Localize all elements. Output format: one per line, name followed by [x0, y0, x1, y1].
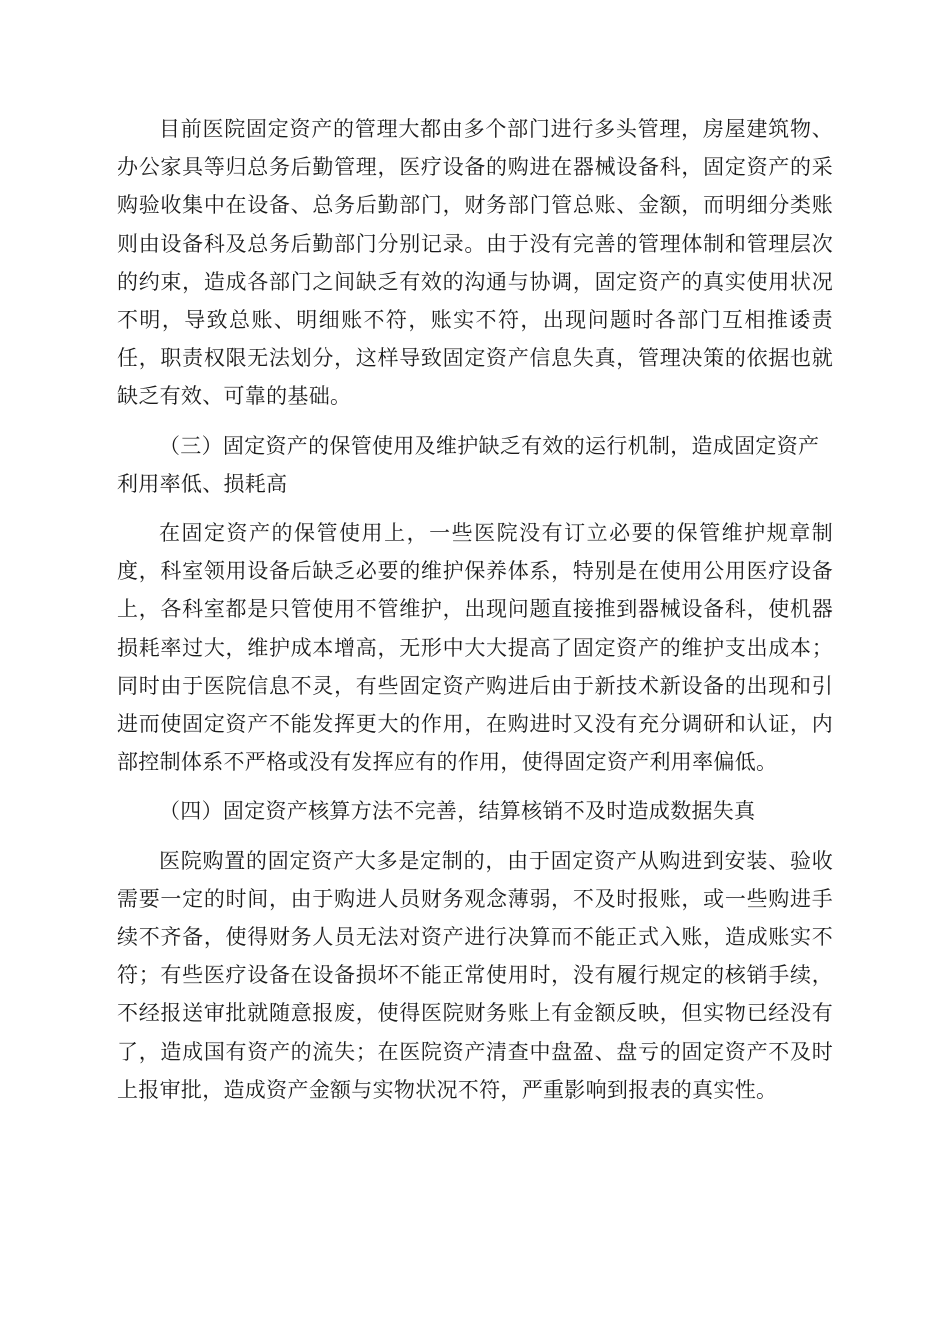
document-page: [117, 110, 833, 1109]
section-heading-3: （三）固定资产的保管使用及维护缺乏有效的运行机制，造成固定资产利用率低、损耗高: [117, 433, 820, 496]
body-paragraph-accounting: 医院购置的固定资产大多是定制的，由于固定资产从购进到安装、验收需要一定的时间，由于购进人员财务观念薄弱，不及时报账，或一些购进手续不齐备，使得财务人员无法对资产进行决算而不能正式入账，造成账实不符；有些医疗设备在设备损坏不能正常使用时，没有履行规定的核销手续，不经报送审批就随意报废，使得医院财务账上有金额反映，但实物已经没有了，造成国有资产的流失；在医院资产清查中盘盈、盘亏的固定资产不及时上报审批，造成资产金额与实物状况不符，严重影响到报表的真实性。: [117, 848, 833, 1102]
section-heading-4: （四）固定资产核算方法不完善，结算核销不及时造成数据失真: [159, 799, 756, 824]
body-paragraph-maintenance: 在固定资产的保管使用上，一些医院没有订立必要的保管维护规章制度，科室领用设备后缺乏必要的维护保养体系，特别是在使用公用医疗设备上，各科室都是只管使用不管维护，出现问题直接推到器械设备科，使机器损耗率过大，维护成本增高，无形中大大提高了固定资产的维护支出成本；同时由于医院信息不灵，有些固定资产购进后由于新技术新设备的出现和引进而使固定资产不能发挥更大的作用，在购进时又没有充分调研和认证，内部控制体系不严格或没有发挥应有的作用，使得固定资产利用率偏低。: [117, 521, 833, 775]
body-paragraph-management: 目前医院固定资产的管理大都由多个部门进行多头管理，房屋建筑物、办公家具等归总务后勤管理，医疗设备的购进在器械设备科，固定资产的采购验收集中在设备、总务后勤部门，财务部门管总账、金额，而明细分类账则由设备科及总务后勤部门分别记录。由于没有完善的管理体制和管理层次的约束，造成各部门之间缺乏有效的沟通与协调，固定资产的真实使用状况不明，导致总账、明细账不符，账实不符，出现问题时各部门互相推诿责任，职责权限无法划分，这样导致固定资产信息失真，管理决策的依据也就缺乏有效、可靠的基础。: [117, 117, 833, 409]
